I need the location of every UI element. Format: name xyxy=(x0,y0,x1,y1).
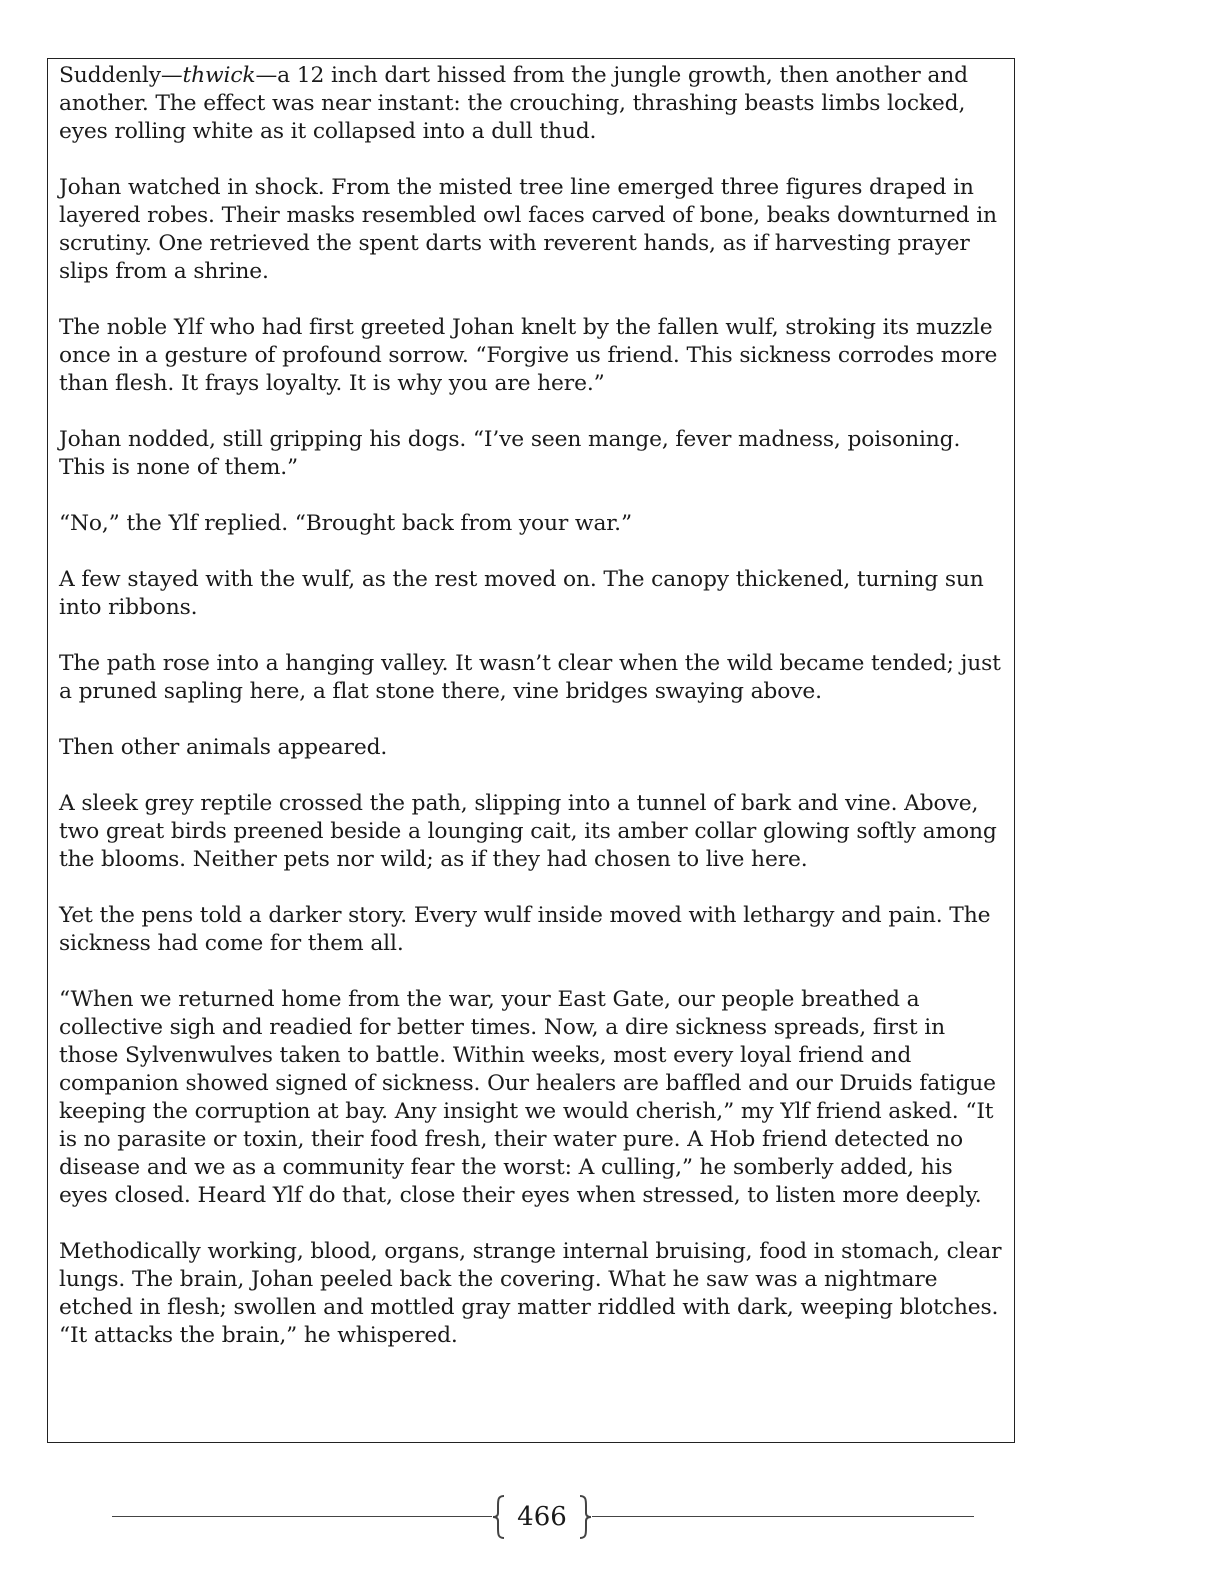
paragraph-6: A few stayed with the wulf, as the rest moved on. The canopy thickened, turning sun into ribbons. xyxy=(59,567,984,620)
paragraph-9: A sleek grey reptile crossed the path, slipping into a tunnel of bark and vine. Above, two great birds preened beside a lounging cait, its amber collar glowing softly among the blooms. Neither pets nor wild; as if they had chosen to live here. xyxy=(59,791,997,872)
paragraph-1-rest: —a 12 inch dart hissed from the jungle growth, then another and another. The effect was near instant: the crouching, thrashing beasts limbs locked, eyes rolling white as it collapsed into a dull thud. xyxy=(59,63,968,144)
paragraph-1 xyxy=(59,62,1004,146)
paragraph-1-lead: Suddenly— xyxy=(59,63,183,88)
paragraph-3: The noble Ylf who had first greeted Johan knelt by the fallen wulf, stroking its muzzle once in a gesture of profound sorrow. “Forgive us friend. This sickness corrodes more than flesh. It frays loyalty. It is why you are here.” xyxy=(59,315,998,396)
footer-rule-left xyxy=(112,1516,492,1517)
paragraph-7: The path rose into a hanging valley. It wasn’t clear when the wild became tended; just a pruned sapling here, a flat stone there, vine bridges swaying above. xyxy=(59,651,1001,704)
paragraph-8: Then other animals appeared. xyxy=(59,735,388,760)
paragraph-10: Yet the pens told a darker story. Every wulf inside moved with lethargy and pain. The sickness had come for them all. xyxy=(59,903,991,956)
paragraph-4: Johan nodded, still gripping his dogs. “I’ve seen mange, fever madness, poisoning. This is none of them.” xyxy=(59,427,961,480)
paragraph-2: Johan watched in shock. From the misted tree line emerged three figures draped in layered robes. Their masks resembled owl faces carved of bone, beaks downturned in scrutiny. One retrieved the spent darts with reverent hands, as if harvesting prayer slips from a shrine. xyxy=(59,175,997,284)
footer-rule-right xyxy=(592,1516,974,1517)
paragraph-12: Methodically working, blood, organs, strange internal bruising, food in stomach, clear lungs. The brain, Johan peeled back the covering. What he saw was a nightmare etched in flesh; swollen and mottled gray matter riddled with dark, weeping blotches. “It attacks the brain,” he whispered. xyxy=(59,1239,1002,1348)
right-brace-icon xyxy=(578,1494,592,1540)
paragraph-5: “No,” the Ylf replied. “Brought back from your war.” xyxy=(59,511,632,536)
text-frame xyxy=(47,58,1015,1443)
left-brace-icon xyxy=(492,1494,506,1540)
paragraph-11: “When we returned home from the war, your East Gate, our people breathed a collective sigh and readied for better times. Now, a dire sickness spreads, first in those Sylvenwulves taken to battle. Within weeks, most every loyal friend and companion showed signed of sickness. Our healers are baffled and our Druids fatigue keeping the corruption at bay. Any insight we would cherish,” my Ylf friend asked. “It is no parasite or toxin, their food fresh, their water pure. A Hob friend detected no disease and we as a community fear the worst: A culling,” he somberly added, his eyes closed. Heard Ylf do that, close their eyes when stressed, to listen more deeply. xyxy=(59,987,996,1208)
page-number: 466 xyxy=(517,1502,567,1532)
onomatopoeia-emphasis: thwick xyxy=(182,63,256,88)
page-footer xyxy=(112,1494,974,1540)
